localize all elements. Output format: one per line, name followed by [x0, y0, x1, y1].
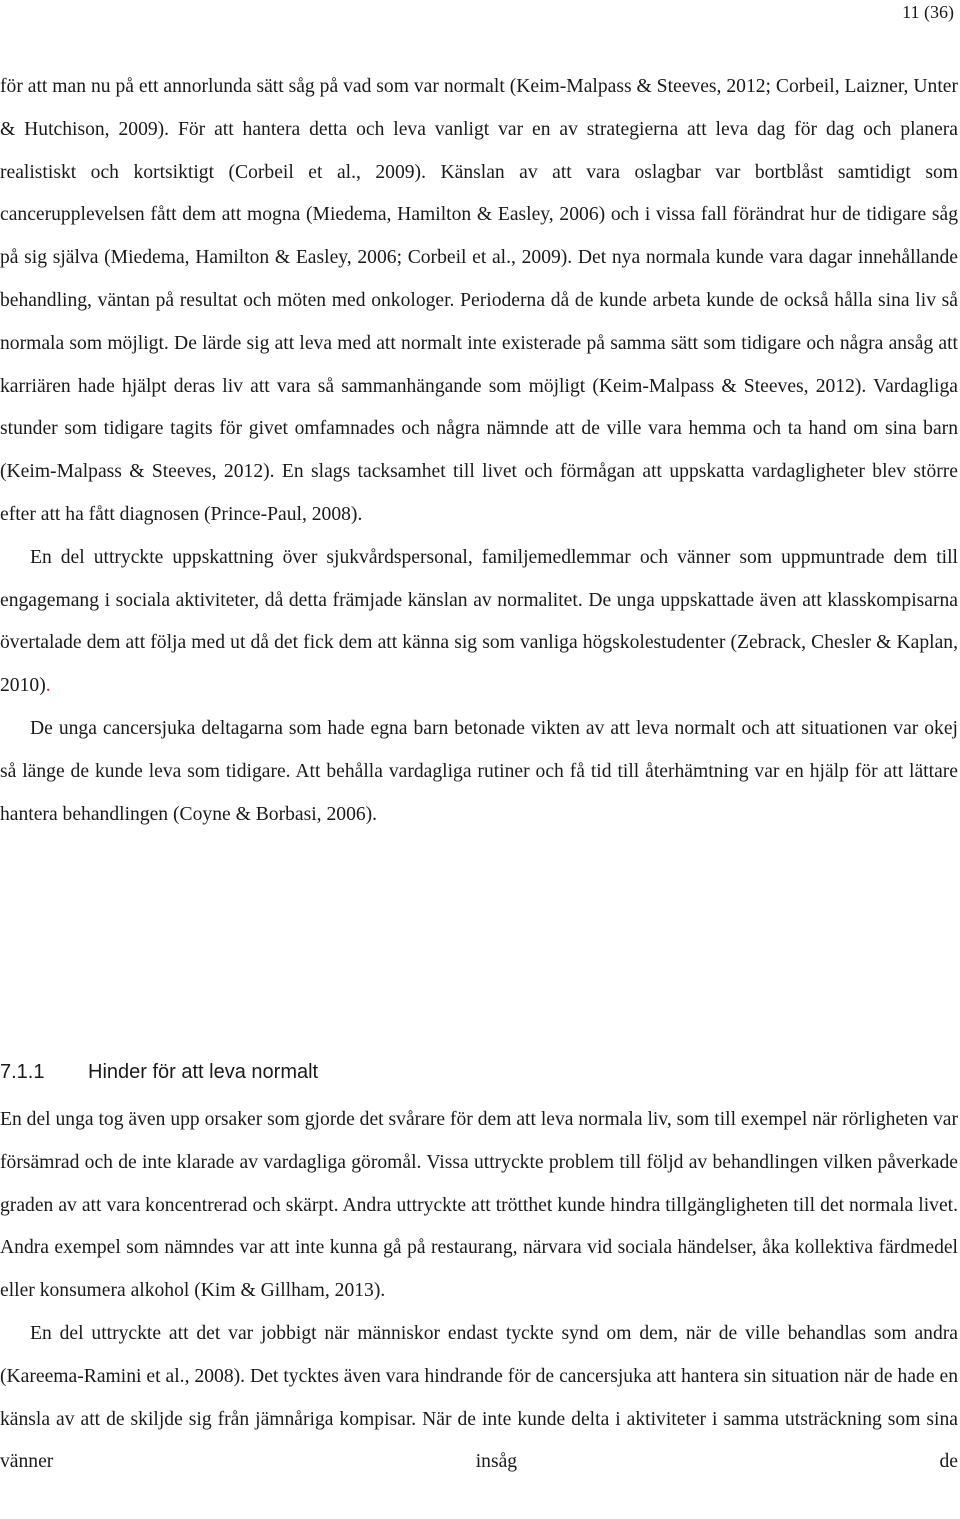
paragraph: De unga cancersjuka deltagarna som hade egna barn betonade vikten av att leva normalt och att situationen var okej så länge de kunde leva som tidigare. Att behålla vardagliga rutiner och få tid till återhämtning var en hjälp för att lättare hantera behandlingen (Coyne & Borbasi, 2006). — [0, 717, 958, 825]
paragraph: En del uttryckte att det var jobbigt när människor endast tyckte synd om dem, när de ville behandlas som andra (Kareema-Ramini et al., 2008). Det tycktes även vara hindrande för de cancersjuka att hantera sin situation när de hade en känsla av att de skiljde sig från jämnåriga kompisar. När de inte kunde delta i aktiviteter i samma utsträckning som sina vänner insåg de — [0, 1322, 958, 1473]
paragraph-text: En del uttryckte uppskattning över sjukvårdspersonal, familjemedlemmar och vänner som uppmuntrade dem till engagemang i sociala aktiviteter, då detta främjade känslan av normalitet. De unga uppskattade även att klasskompisarna övertalade dem att följa med ut då det fick dem att känna sig som vanliga högskolestudenter (Zebrack, Chesler & Kaplan, 2010) — [0, 546, 958, 697]
paragraph: för att man nu på ett annorlunda sätt såg på vad som var normalt (Keim-Malpass & Steeves, 2012; Corbeil, Laizner, Unter & Hutchison, 2009). För att hantera detta och leva vanligt var en av strategierna att leva dag för dag och planera realistiskt och kortsiktigt (Corbeil et al., 2009). Känslan av att vara oslagbar var bortblåst samtidigt som cancerupplevelsen fått dem att mogna (Miedema, Hamilton & Easley, 2006) och i vissa fall förändrat hur de tidigare såg på sig själva (Miedema, Hamilton & Easley, 2006; Corbeil et al., 2009). Det nya normala kunde vara dagar innehållande behandling, väntan på resultat och möten med onkologer. Perioderna då de kunde arbeta kunde de också hålla sina liv så normala som möjligt. De lärde sig att leva med att normalt inte existerade på samma sätt som tidigare och några ansåg att karriären hade hjälpt deras liv att vara så sammanhängande som möjligt (Keim-Malpass & Steeves, 2012). Vardagliga stunder som tidigare tagits för givet omfamnades och några nämnde att de ville vara hemma och ta hand om sina barn (Keim-Malpass & Steeves, 2012). En slags tacksamhet till livet och förmågan att uppskatta vardagligheter blev större efter att ha fått diagnosen (Prince-Paul, 2008). — [0, 76, 958, 525]
paragraph-end-mark: . — [45, 675, 51, 697]
page-number: 11 (36) — [902, 2, 954, 22]
results-text-block — [0, 66, 958, 836]
section-title: Hinder för att leva normalt — [88, 1061, 319, 1083]
paragraph — [0, 537, 958, 708]
section-number: 7.1.1 — [0, 1061, 45, 1083]
section-heading — [0, 1056, 318, 1088]
paragraph: En del unga tog även upp orsaker som gjorde det svårare för dem att leva normala liv, som till exempel när rörligheten var försämrad och de inte klarade av vardagliga göromål. Vissa uttryckte problem till följd av behandlingen vilken påverkade graden av att vara koncentrerad och skärpt. Andra uttryckte att trötthet kunde hindra tillgängligheten till det normala livet. Andra exempel som nämndes var att inte kunna gå på restaurang, närvara vid sociala händelser, åka kollektiva färdmedel eller konsumera alkohol (Kim & Gillham, 2013). — [0, 1109, 958, 1302]
section-text-block — [0, 1099, 958, 1484]
